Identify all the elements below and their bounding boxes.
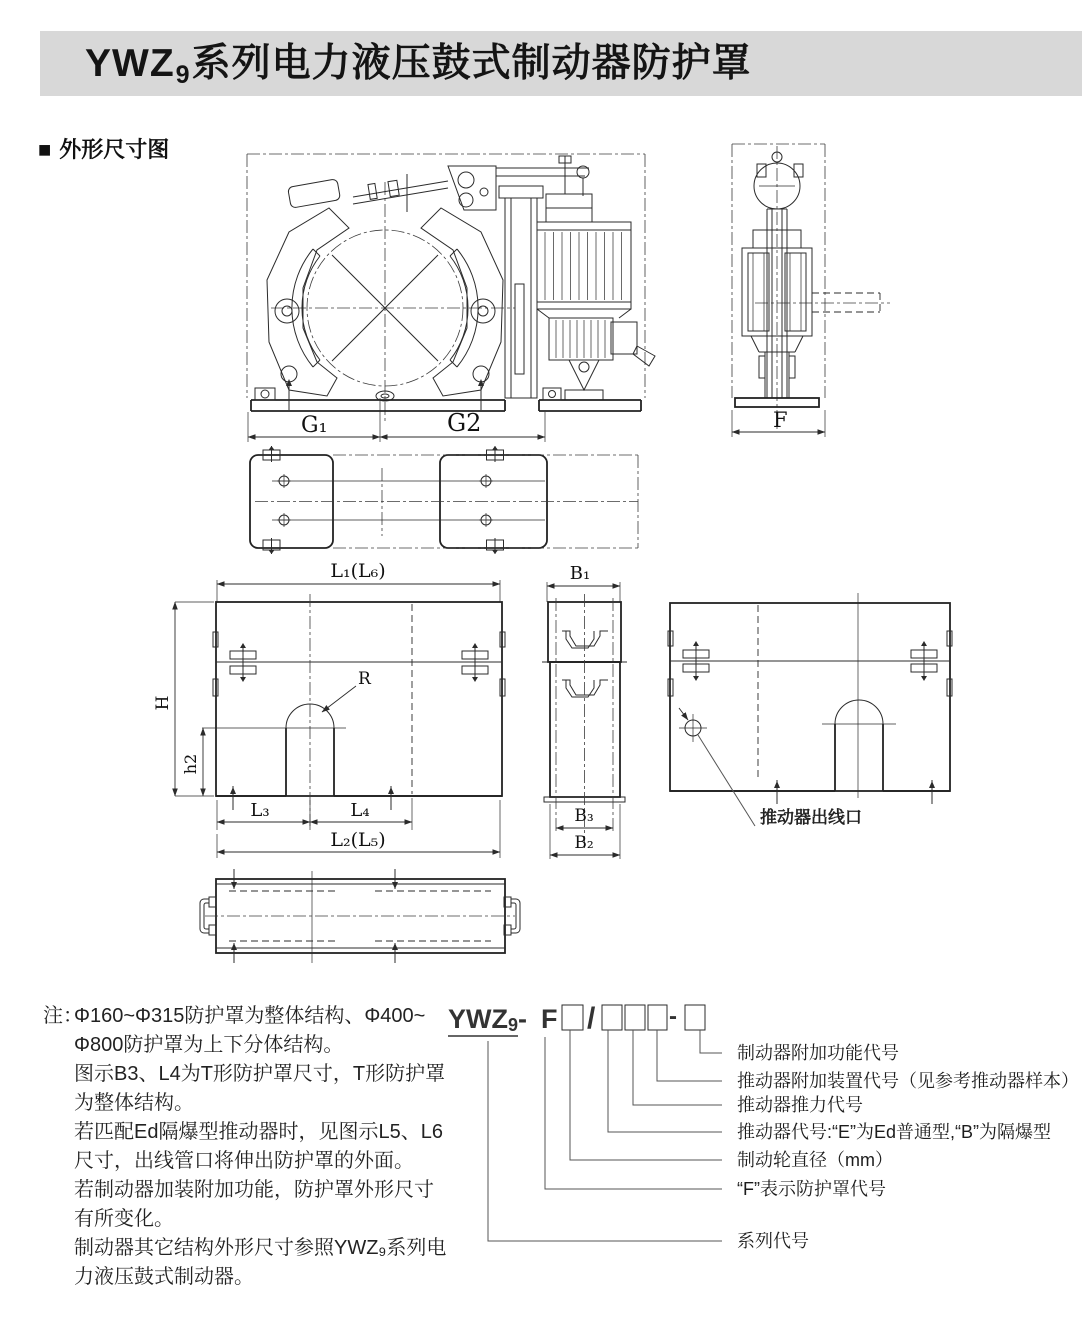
dim-label-r: R — [358, 669, 371, 689]
dim-label-l3: L₃ — [250, 800, 270, 821]
cover-side-view-drawing — [540, 558, 645, 863]
dim-label-b1: B₁ — [569, 563, 591, 584]
section-heading — [38, 133, 169, 164]
dim-label-h2: h2 — [181, 753, 200, 775]
model-code-dash: - — [518, 1004, 528, 1034]
model-code-cover-letter: F — [541, 1004, 558, 1034]
model-code-prefix: YWZ — [448, 1004, 508, 1034]
notes-label: 注： — [43, 1005, 83, 1027]
model-code-separator: - — [669, 1003, 677, 1030]
model-code-subscript: 9 — [508, 1015, 519, 1035]
code-label-thruster-force: 推动器推力代号 — [737, 1095, 863, 1115]
dim-label-l1: L₁(L₆) — [330, 560, 386, 582]
code-label-thruster-type: 推动器代号:“E”为Ed普通型,“B”为隔爆型 — [737, 1122, 1052, 1142]
dim-label-h: H — [153, 695, 173, 711]
dim-label-b3: B₃ — [574, 806, 594, 826]
base-top-view-drawing — [245, 446, 645, 558]
note-line: 尺寸，出线管口将伸出防护罩的外面。 — [74, 1150, 414, 1172]
note-line: 若制动器加装附加功能，防护罩外形尺寸 — [74, 1179, 434, 1201]
title-prefix: YWZ — [85, 42, 175, 85]
notes-block — [43, 1002, 463, 1292]
note-line: Φ160~Φ315防护罩为整体结构、Φ400~ — [74, 1005, 426, 1027]
note-line: 制动器其它结构外形尺寸参照YWZ₉系列电 — [74, 1237, 447, 1259]
note-line: 若匹配Ed隔爆型推动器时，见图示L5、L6 — [74, 1121, 443, 1143]
model-code-slash: / — [587, 1002, 596, 1035]
note-line: 力液压鼓式制动器。 — [74, 1266, 254, 1288]
code-label-series-code: 系列代号 — [737, 1231, 809, 1251]
cover-back-view-drawing — [665, 580, 975, 842]
note-line: 图示B3、L4为T形防护罩尺寸，T形防护罩 — [74, 1063, 446, 1085]
note-line: 有所变化。 — [74, 1208, 174, 1230]
dim-label-l4: L₄ — [350, 800, 370, 821]
brake-side-view-drawing — [715, 140, 895, 440]
section-heading-text: 外形尺寸图 — [59, 137, 170, 162]
title-subscript: 9 — [175, 61, 191, 89]
code-label-thruster-attachment: 推动器附加装置代号（见参考推动器样本） — [737, 1071, 1079, 1091]
model-code-series — [448, 1004, 527, 1035]
dim-label-l2: L₂(L₅) — [330, 829, 386, 851]
note-line: Φ800防护罩为上下分体结构。 — [74, 1034, 344, 1056]
page-title-bar — [40, 31, 1082, 96]
page-title — [85, 31, 752, 96]
model-code-diagram — [440, 995, 1085, 1275]
title-rest: 系列电力液压鼓式制动器防护罩 — [191, 42, 752, 85]
brake-front-view-drawing — [243, 148, 663, 448]
note-line: 为整体结构。 — [74, 1092, 194, 1114]
dim-label-g1: G₁ — [301, 413, 328, 438]
code-label-wheel-diameter: 制动轮直径（mm） — [737, 1150, 893, 1170]
notes-body — [74, 1002, 463, 1292]
square-bullet-icon: ■ — [38, 137, 52, 162]
outlet-callout-label: 推动器出线口 — [760, 808, 862, 827]
code-label-brake-function: 制动器附加功能代号 — [737, 1043, 899, 1063]
code-label-cover-code: “F”表示防护罩代号 — [737, 1179, 886, 1199]
cover-front-view-drawing — [153, 558, 510, 863]
dim-label-f: F — [773, 408, 788, 432]
cover-bottom-view-drawing — [195, 865, 525, 970]
dim-label-g2: G2 — [447, 409, 482, 437]
dim-label-b2: B₂ — [574, 833, 594, 853]
